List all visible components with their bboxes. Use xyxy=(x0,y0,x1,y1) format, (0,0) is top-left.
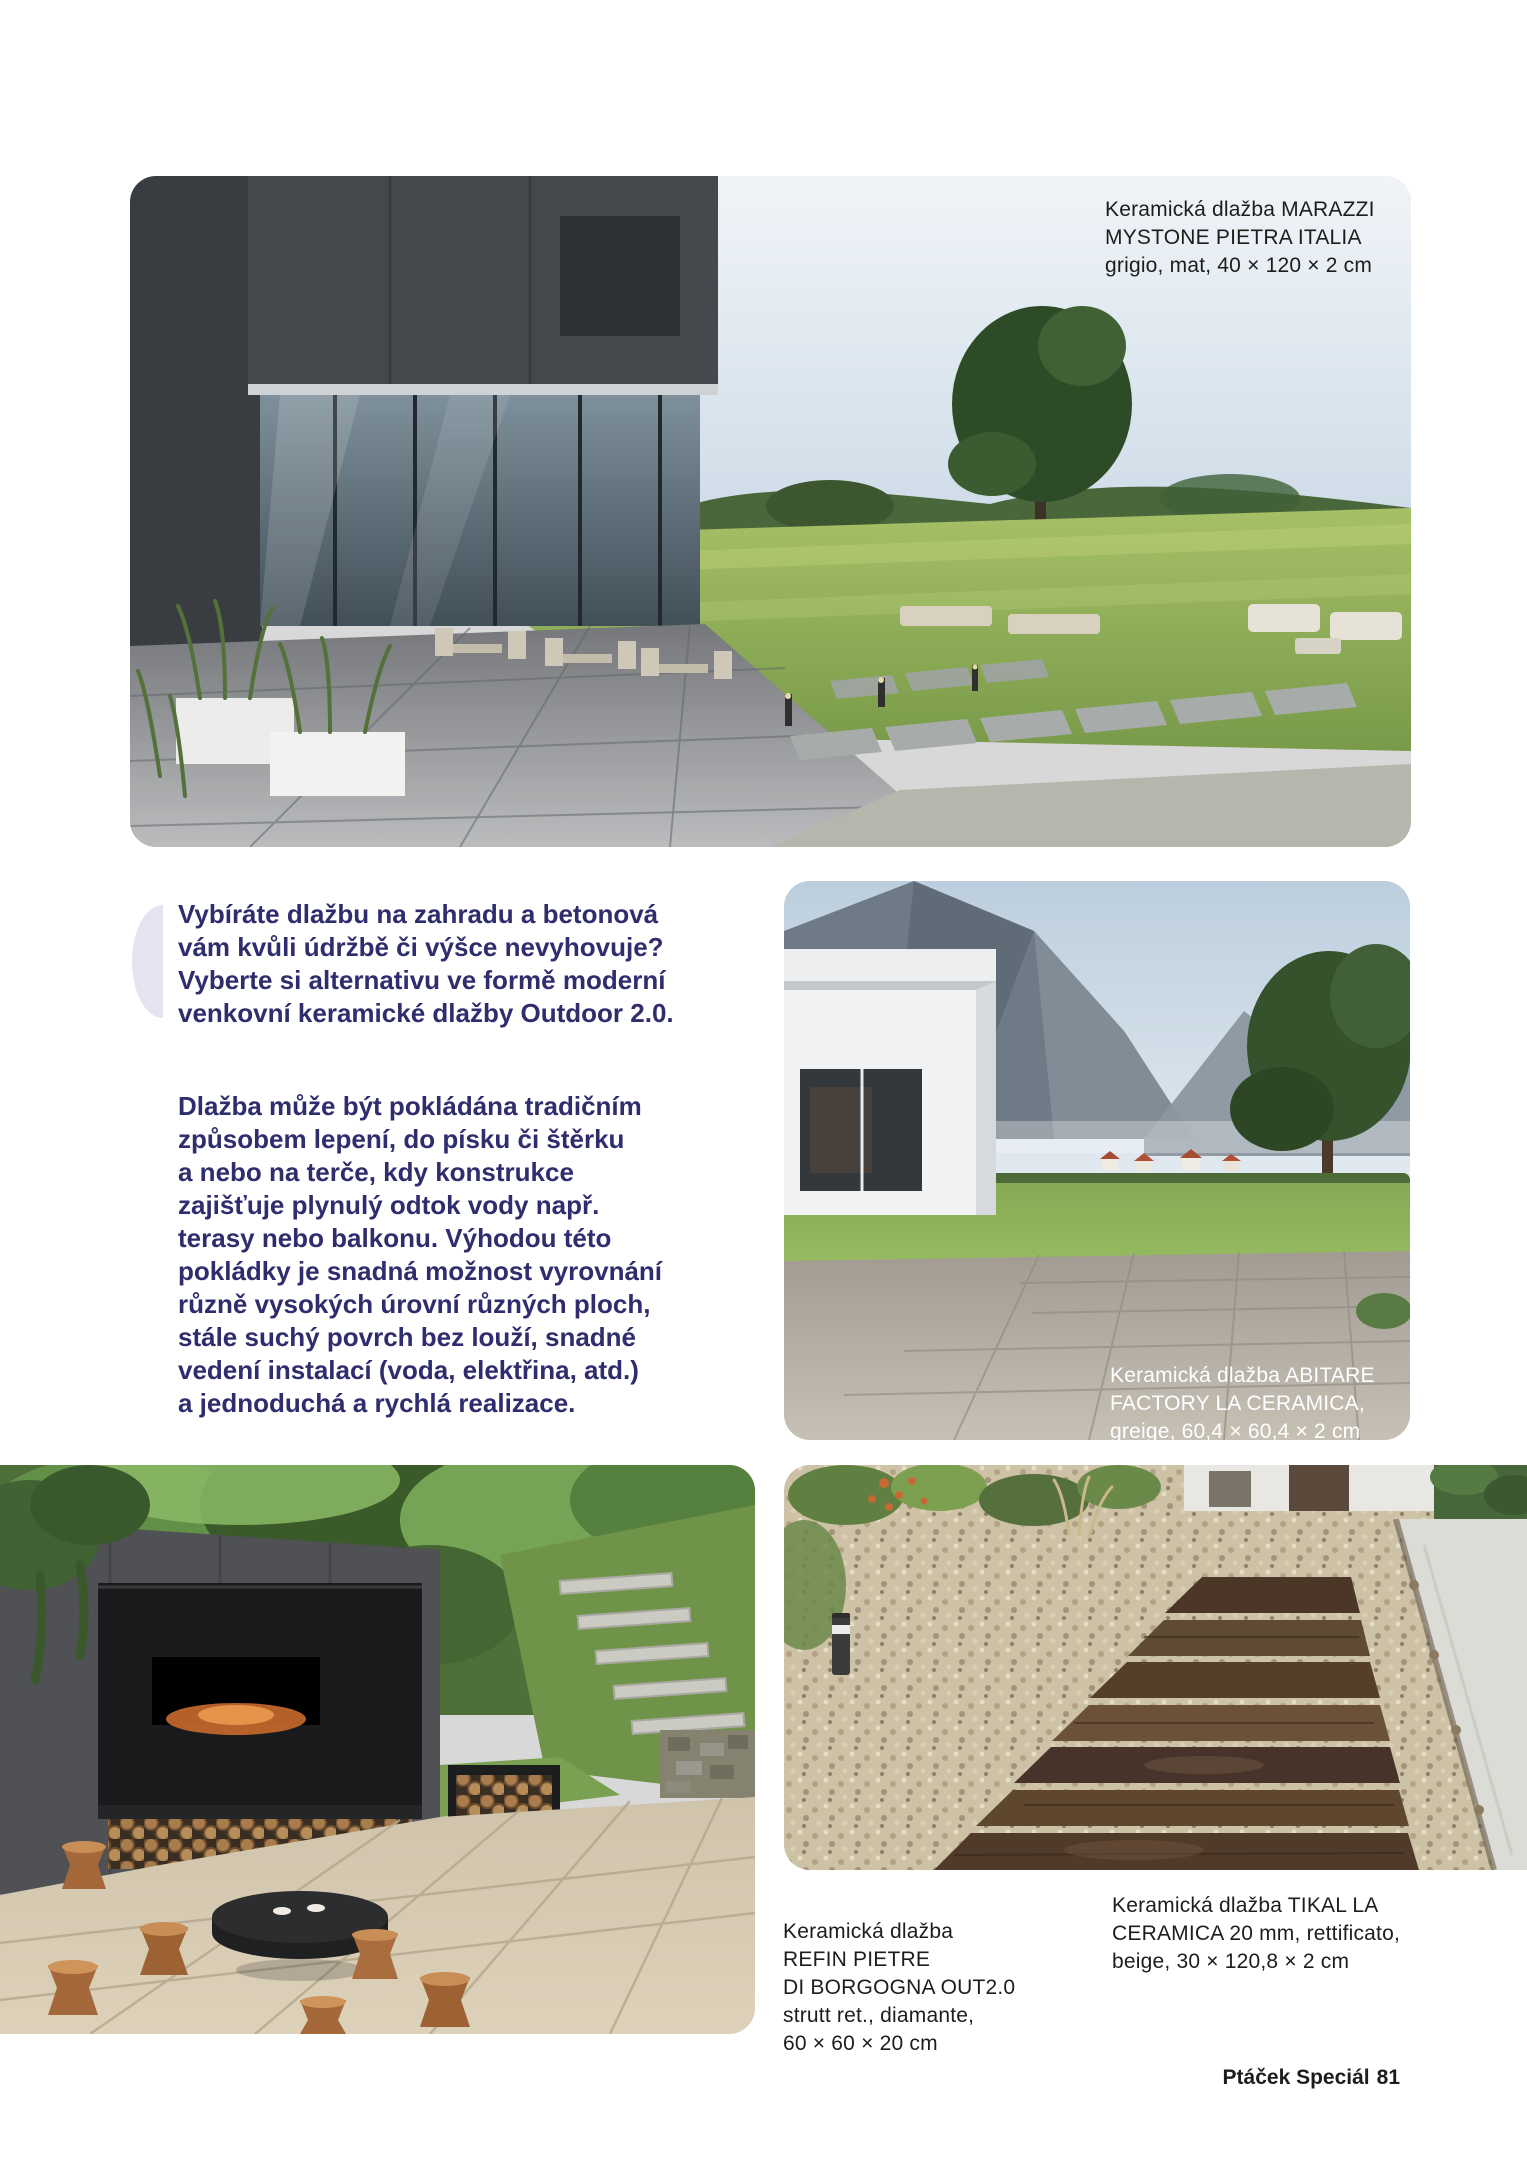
caption-line: MYSTONE PIETRA ITALIA xyxy=(1105,226,1362,249)
caption-line: FACTORY LA CERAMICA, xyxy=(1110,1392,1365,1415)
white-house xyxy=(784,949,996,1215)
body-line: vedení instalací (voda, elektřina, atd.) xyxy=(178,1355,639,1385)
wood-path-art xyxy=(784,1465,1527,1870)
body-line: různě vysokých úrovní různých ploch, xyxy=(178,1289,651,1319)
body-line: Dlažba může být pokládána tradičním xyxy=(178,1091,642,1121)
caption-line: Keramická dlažba ABITARE xyxy=(1110,1364,1375,1387)
photo-fireplace-patio xyxy=(0,1465,755,2034)
building-side-wall xyxy=(130,176,262,658)
body-line: pokládky je snadná možnost vyrovnání xyxy=(178,1256,663,1286)
door xyxy=(1289,1465,1349,1511)
caption-line: Keramická dlažba xyxy=(783,1920,954,1943)
caption-line: greige, 60,4 × 60,4 × 2 cm xyxy=(1110,1420,1361,1443)
soffit xyxy=(248,384,718,395)
cup xyxy=(307,1904,325,1912)
body-line: terasy nebo balkonu. Výhodou této xyxy=(178,1223,612,1253)
body-line: zajišťuje plynulý odtok vody např. xyxy=(178,1190,600,1220)
hedge xyxy=(1430,1465,1527,1519)
caption-line: REFIN PIETRE xyxy=(783,1948,931,1971)
caption-line: Keramická dlažba TIKAL LA xyxy=(1112,1894,1379,1917)
footer-page-number: 81 xyxy=(1376,2066,1400,2089)
fireplace xyxy=(98,1583,422,1869)
body-paragraph xyxy=(178,1090,662,1420)
mountain-villa-art xyxy=(784,881,1410,1440)
upper-window xyxy=(560,216,680,336)
window xyxy=(1209,1471,1251,1507)
bollard-light xyxy=(832,1613,850,1675)
photo-mountain-villa xyxy=(784,881,1410,1440)
body-line: stále suchý povrch bez louží, snadné xyxy=(178,1322,637,1352)
caption-line: DI BORGOGNA OUT2.0 xyxy=(783,1976,1016,1999)
body-line: a jednoduchá a rychlá realizace. xyxy=(178,1388,576,1418)
caption-line: grigio, mat, 40 × 120 × 2 cm xyxy=(1105,254,1373,277)
far-tree xyxy=(766,480,894,532)
intro-line: vám kvůli údržbě či výšce nevyhovuje? xyxy=(178,932,664,962)
caption-line: Keramická dlažba MARAZZI xyxy=(1105,198,1375,221)
page-footer xyxy=(1223,2066,1400,2090)
intro-paragraph xyxy=(178,898,674,1030)
intro-line: venkovní keramické dlažby Outdoor 2.0. xyxy=(178,998,674,1028)
potted-plant xyxy=(1356,1293,1410,1329)
cup xyxy=(273,1907,291,1915)
intro-line: Vybíráte dlažbu na zahradu a betonová xyxy=(178,899,659,929)
gabion-wall xyxy=(660,1730,755,1798)
caption-line: 60 × 60 × 20 cm xyxy=(783,2032,938,2055)
intro-line: Vyberte si alternativu ve formě moderní xyxy=(178,965,666,995)
quote-mark-decoration xyxy=(132,905,163,1018)
footer-brand: Ptáček Speciál xyxy=(1222,2066,1370,2089)
body-line: způsobem lepení, do písku či štěrku xyxy=(178,1124,625,1154)
caption-marazzi xyxy=(1105,196,1375,280)
fireplace-patio-art xyxy=(0,1465,755,2034)
photo-wood-path xyxy=(784,1465,1527,1870)
caption-line: beige, 30 × 120,8 × 2 cm xyxy=(1112,1950,1350,1973)
caption-line: strutt ret., diamante, xyxy=(783,2004,975,2027)
caption-line: CERAMICA 20 mm, rettificato, xyxy=(1112,1922,1401,1945)
caption-abitare xyxy=(1110,1362,1375,1446)
body-line: a nebo na terče, kdy konstrukce xyxy=(178,1157,574,1187)
caption-refin xyxy=(783,1918,1015,2058)
caption-tikal xyxy=(1112,1892,1400,1976)
hearth-shelf xyxy=(98,1805,422,1819)
